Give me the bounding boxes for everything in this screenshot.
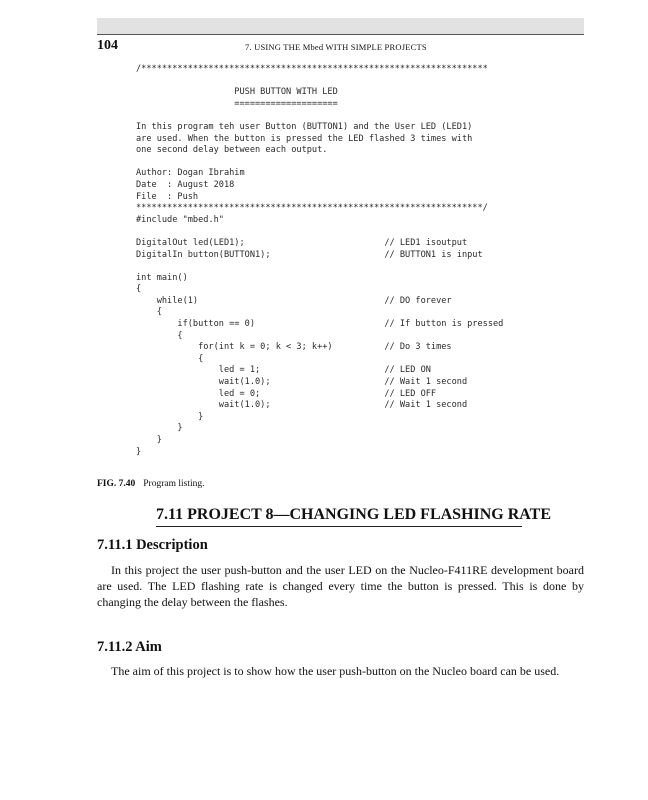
header-band	[97, 18, 584, 34]
code-line: *******************************************************************/	[136, 203, 488, 214]
code-line: #include "mbed.h"	[136, 214, 224, 225]
code-line: Date : August 2018	[136, 179, 235, 190]
code-line: are used. When the button is pressed the LED flashed 3 times with	[136, 133, 473, 144]
code-listing	[136, 64, 503, 458]
code-line: for(int k = 0; k < 3; k++) // Do 3 times	[136, 342, 452, 353]
description-heading: 7.11.1 Description	[97, 537, 208, 553]
code-line: led = 1; // LED ON	[136, 365, 431, 376]
code-line: while(1) // DO forever	[136, 295, 452, 306]
code-line: Author: Dogan Ibrahim	[136, 168, 245, 179]
figure-caption-text: Program listing.	[143, 479, 205, 489]
code-line: DigitalIn button(BUTTON1); // BUTTON1 is input	[136, 249, 483, 260]
code-line: one second delay between each output.	[136, 145, 328, 156]
running-head: 7. USING THE Mbed WITH SIMPLE PROJECTS	[245, 42, 427, 52]
header-rule	[97, 34, 584, 35]
description-paragraph: In this project the user push-button and the user LED on the Nucleo-F411RE development board are used. The LED flashing rate is changed every time the button is pressed. This is done by changing the delay between the flashes.	[97, 563, 584, 609]
code-line: {	[136, 307, 162, 318]
code-line: wait(1.0); // Wait 1 second	[136, 377, 468, 388]
code-line: wait(1.0); // Wait 1 second	[136, 400, 468, 411]
section-heading-rule	[156, 526, 522, 527]
code-line: }	[136, 423, 183, 434]
section-heading: 7.11 PROJECT 8—CHANGING LED FLASHING RATE	[156, 506, 552, 523]
figure-label: FIG. 7.40	[97, 479, 136, 489]
code-line: {	[136, 330, 183, 341]
code-line: int main()	[136, 272, 188, 283]
aim-paragraph: The aim of this project is to show how the user push-button on the Nucleo board can be used.	[111, 664, 560, 678]
code-line: }	[136, 435, 162, 445]
code-line: PUSH BUTTON WITH LED	[136, 87, 338, 98]
aim-heading: 7.11.2 Aim	[97, 639, 162, 655]
code-line: led = 0; // LED OFF	[136, 388, 437, 399]
code-line: {	[136, 353, 204, 364]
code-line: /*******************************************************************	[136, 64, 488, 74]
code-line: File : Push	[136, 191, 199, 202]
figure-caption	[97, 479, 205, 489]
code-line: DigitalOut led(LED1); // LED1 isoutput	[136, 237, 468, 248]
code-line: {	[136, 284, 142, 295]
code-line: In this program teh user Button (BUTTON1) and the User LED (LED1)	[136, 121, 473, 132]
page-number: 104	[97, 38, 118, 53]
code-line: }	[136, 446, 142, 457]
code-line: if(button == 0) // If button is pressed	[136, 319, 504, 330]
code-line: }	[136, 411, 204, 422]
code-line: ====================	[136, 98, 338, 109]
